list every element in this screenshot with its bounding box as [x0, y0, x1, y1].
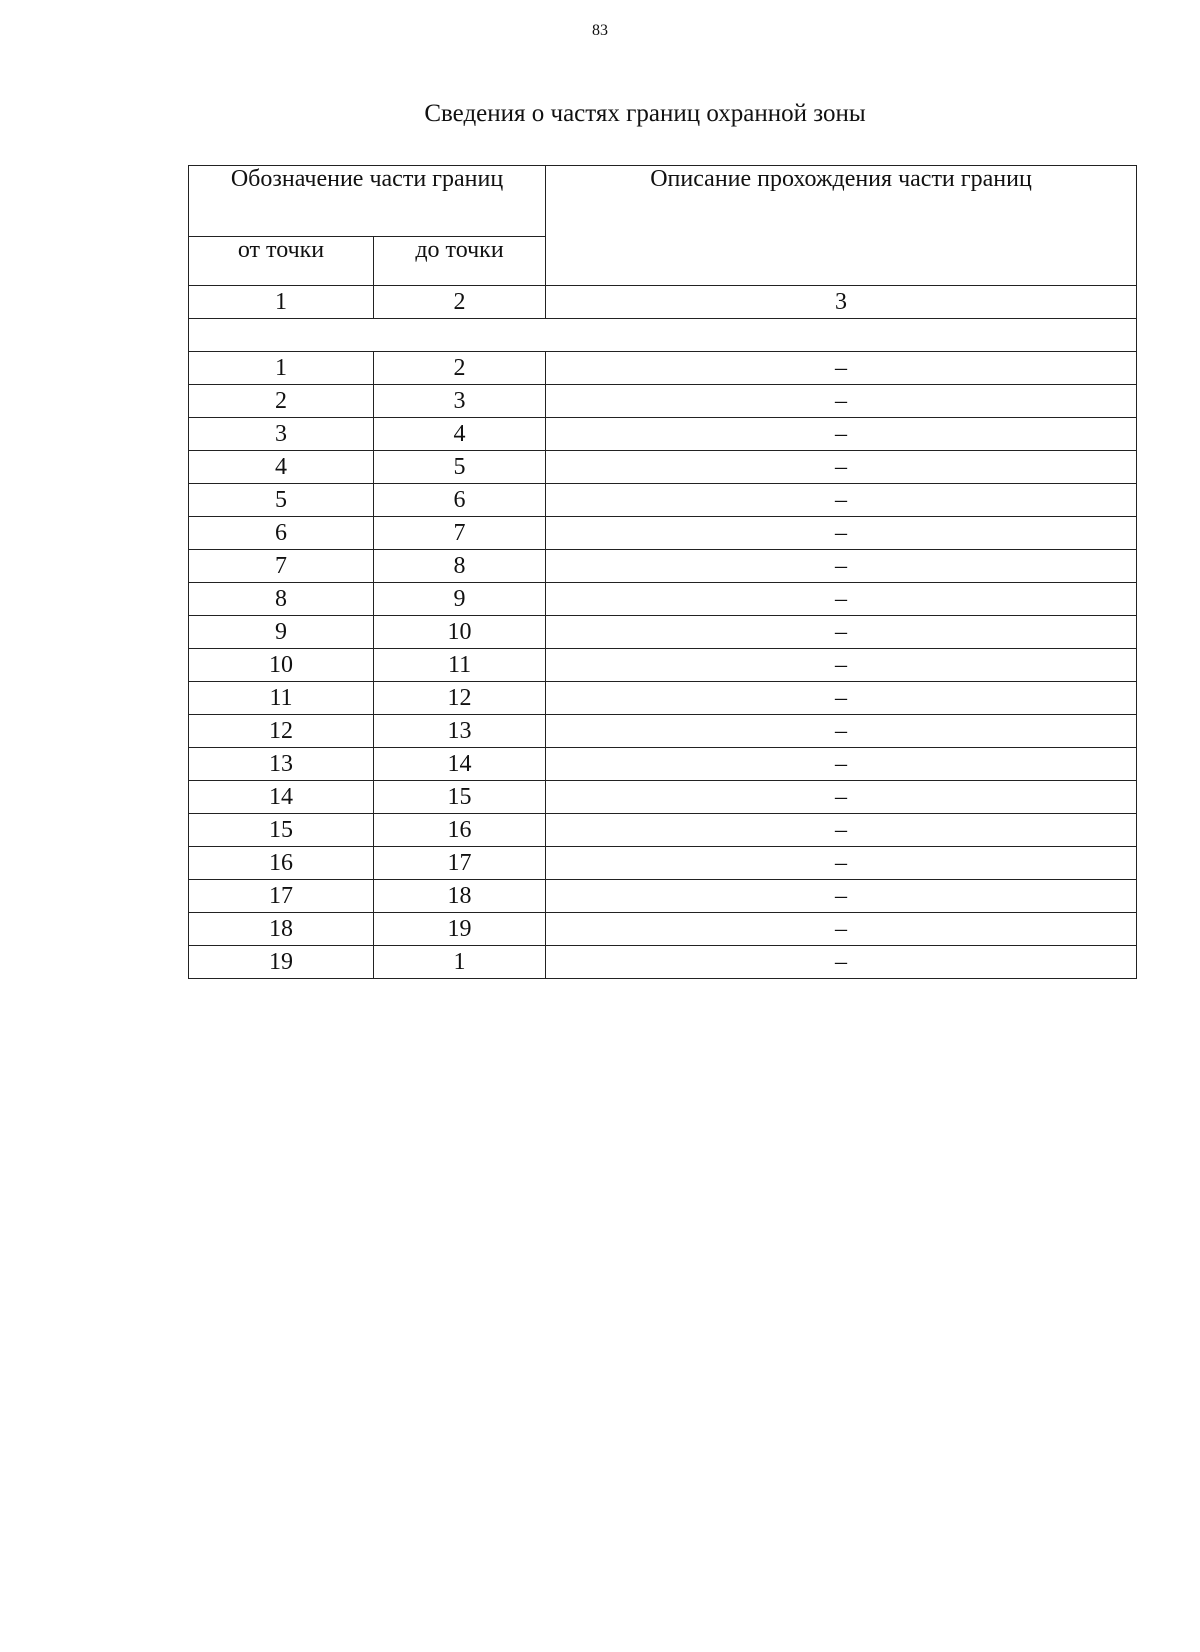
to-point-cell: 8 — [374, 550, 546, 583]
description-cell: – — [546, 946, 1137, 979]
to-point-cell: 6 — [374, 484, 546, 517]
table-row — [189, 880, 1137, 913]
to-point-cell: 18 — [374, 880, 546, 913]
description-cell: – — [546, 484, 1137, 517]
page-number: 83 — [592, 22, 608, 39]
to-point-cell: 15 — [374, 781, 546, 814]
table-row — [189, 649, 1137, 682]
empty-section-row — [189, 319, 1137, 352]
to-point-cell: 14 — [374, 748, 546, 781]
table-header-row — [189, 166, 1137, 237]
from-point-cell: 10 — [189, 649, 374, 682]
description-cell: – — [546, 550, 1137, 583]
description-cell: – — [546, 352, 1137, 385]
table-row — [189, 781, 1137, 814]
description-cell: – — [546, 682, 1137, 715]
description-cell: – — [546, 385, 1137, 418]
header-from-point: от точки — [189, 237, 374, 286]
description-cell: – — [546, 418, 1137, 451]
description-cell: – — [546, 880, 1137, 913]
to-point-cell: 9 — [374, 583, 546, 616]
table-row — [189, 616, 1137, 649]
table-row — [189, 748, 1137, 781]
table-row — [189, 913, 1137, 946]
to-point-cell: 13 — [374, 715, 546, 748]
description-cell: – — [546, 847, 1137, 880]
column-number: 2 — [374, 286, 546, 319]
table-row — [189, 682, 1137, 715]
description-cell: – — [546, 781, 1137, 814]
from-point-cell: 8 — [189, 583, 374, 616]
document-title: Сведения о частях границ охранной зоны — [424, 100, 866, 127]
from-point-cell: 5 — [189, 484, 374, 517]
table-row — [189, 352, 1137, 385]
from-point-cell: 17 — [189, 880, 374, 913]
from-point-cell: 7 — [189, 550, 374, 583]
from-point-cell: 19 — [189, 946, 374, 979]
table-row — [189, 484, 1137, 517]
table-row — [189, 550, 1137, 583]
description-cell: – — [546, 715, 1137, 748]
table-row — [189, 385, 1137, 418]
table-row — [189, 715, 1137, 748]
column-numbering-row — [189, 286, 1137, 319]
to-point-cell: 17 — [374, 847, 546, 880]
table-row — [189, 517, 1137, 550]
from-point-cell: 15 — [189, 814, 374, 847]
to-point-cell: 12 — [374, 682, 546, 715]
description-cell: – — [546, 913, 1137, 946]
description-cell: – — [546, 616, 1137, 649]
table-row — [189, 583, 1137, 616]
to-point-cell: 16 — [374, 814, 546, 847]
from-point-cell: 1 — [189, 352, 374, 385]
from-point-cell: 6 — [189, 517, 374, 550]
table-row — [189, 847, 1137, 880]
from-point-cell: 9 — [189, 616, 374, 649]
table-row — [189, 946, 1137, 979]
from-point-cell: 11 — [189, 682, 374, 715]
header-designation: Обозначение части границ — [189, 166, 546, 237]
from-point-cell: 16 — [189, 847, 374, 880]
from-point-cell: 3 — [189, 418, 374, 451]
column-number: 1 — [189, 286, 374, 319]
to-point-cell: 3 — [374, 385, 546, 418]
header-to-point: до точки — [374, 237, 546, 286]
description-cell: – — [546, 583, 1137, 616]
from-point-cell: 14 — [189, 781, 374, 814]
from-point-cell: 4 — [189, 451, 374, 484]
table-row — [189, 814, 1137, 847]
description-cell: – — [546, 814, 1137, 847]
from-point-cell: 13 — [189, 748, 374, 781]
table-row — [189, 451, 1137, 484]
to-point-cell: 10 — [374, 616, 546, 649]
to-point-cell: 2 — [374, 352, 546, 385]
boundary-parts-table — [188, 165, 1137, 979]
to-point-cell: 19 — [374, 913, 546, 946]
to-point-cell: 11 — [374, 649, 546, 682]
from-point-cell: 12 — [189, 715, 374, 748]
to-point-cell: 7 — [374, 517, 546, 550]
header-description: Описание прохождения части границ — [546, 166, 1137, 286]
empty-section-cell — [189, 319, 1137, 352]
to-point-cell: 1 — [374, 946, 546, 979]
table-row — [189, 418, 1137, 451]
description-cell: – — [546, 451, 1137, 484]
to-point-cell: 4 — [374, 418, 546, 451]
description-cell: – — [546, 649, 1137, 682]
description-cell: – — [546, 748, 1137, 781]
to-point-cell: 5 — [374, 451, 546, 484]
from-point-cell: 2 — [189, 385, 374, 418]
description-cell: – — [546, 517, 1137, 550]
column-number: 3 — [546, 286, 1137, 319]
from-point-cell: 18 — [189, 913, 374, 946]
